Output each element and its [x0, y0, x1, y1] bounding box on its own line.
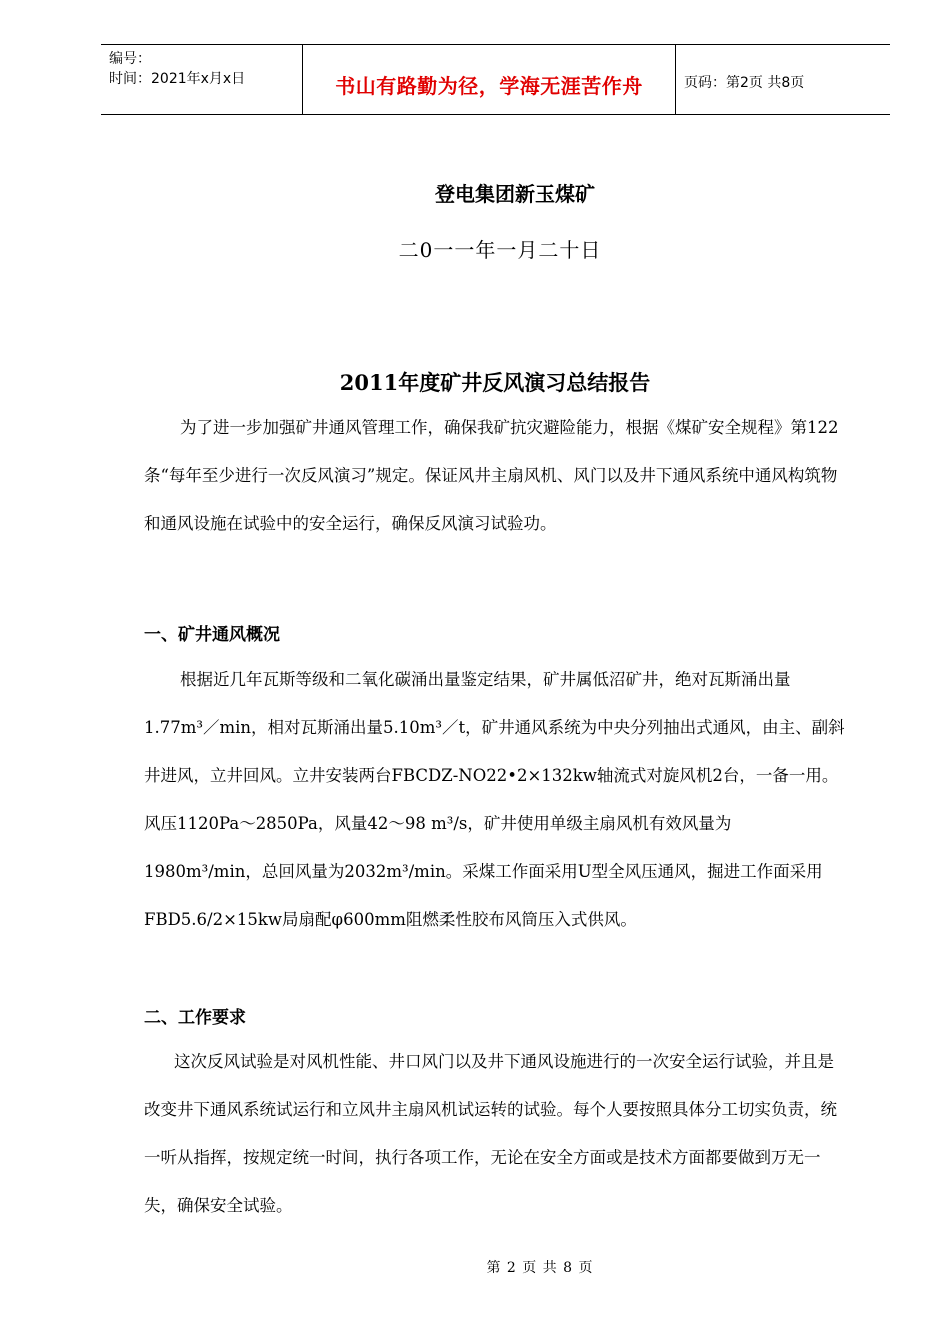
header-page-cell [676, 45, 890, 114]
document-date: 二0一一年一月二十日 [398, 238, 602, 262]
header-page-info: 页码：第2页 共8页 [684, 75, 805, 91]
ventilation-paragraph: 根据近几年瓦斯等级和二氧化碳涌出量鉴定结果，矿井属低沼矿井，绝对瓦斯涌出量1.77m³／min，相对瓦斯涌出量5.10m³／t，矿井通风系统为中央分列抽出式通风，由主、副斜井进风，立井回风。立井安装两台FBCDZ-NO22•2×132kw轴流式对旋风机2台，一备一用。风压1120Pa～2850Pa，风量42～98 m³/s，矿井使用单级主扇风机有效风量为1980m³/min，总回风量为2032m³/min。采煤工作面采用U型全风压通风，掘进工作面采用FBD5.6/2×15kw局扇配φ600mm阻燃柔性胶布风筒压入式供风。 [144, 670, 845, 929]
document-title: 2011年度矿井反风演习总结报告 [339, 370, 651, 395]
section-heading-requirements: 二、工作要求 [144, 1008, 246, 1028]
document-time-label: 时间：2021年x月x日 [109, 71, 246, 87]
requirements-paragraph: 这次反风试验是对风机性能、井口风门以及井下通风设施进行的一次安全运行试验，并且是改变井下通风系统试运行和立风井主扇风机试运转的试验。每个人要按照具体分工切实负责，统一听从指挥，按规定统一时间，执行各项工作，无论在安全方面或是技术方面都要做到万无一失，确保安全试验。 [144, 1052, 837, 1215]
section-heading-ventilation: 一、矿井通风概况 [144, 625, 280, 645]
page-header [101, 44, 890, 115]
page-footer: 第 2 页 共 8 页 [486, 1260, 594, 1276]
header-motto-cell [303, 45, 676, 114]
intro-paragraph: 为了进一步加强矿井通风管理工作，确保我矿抗灾避险能力，根据《煤矿安全规程》第122条“每年至少进行一次反风演习”规定。保证风井主扇风机、风门以及井下通风系统中通风构筑物和通风设施在试验中的安全运行，确保反风演习试验功。 [144, 418, 839, 533]
document-number-label: 编号： [109, 51, 151, 67]
header-motto: 书山有路勤为径，学海无涯苦作舟 [335, 74, 643, 98]
header-meta-cell [101, 45, 303, 114]
organization-name: 登电集团新玉煤矿 [435, 182, 595, 206]
